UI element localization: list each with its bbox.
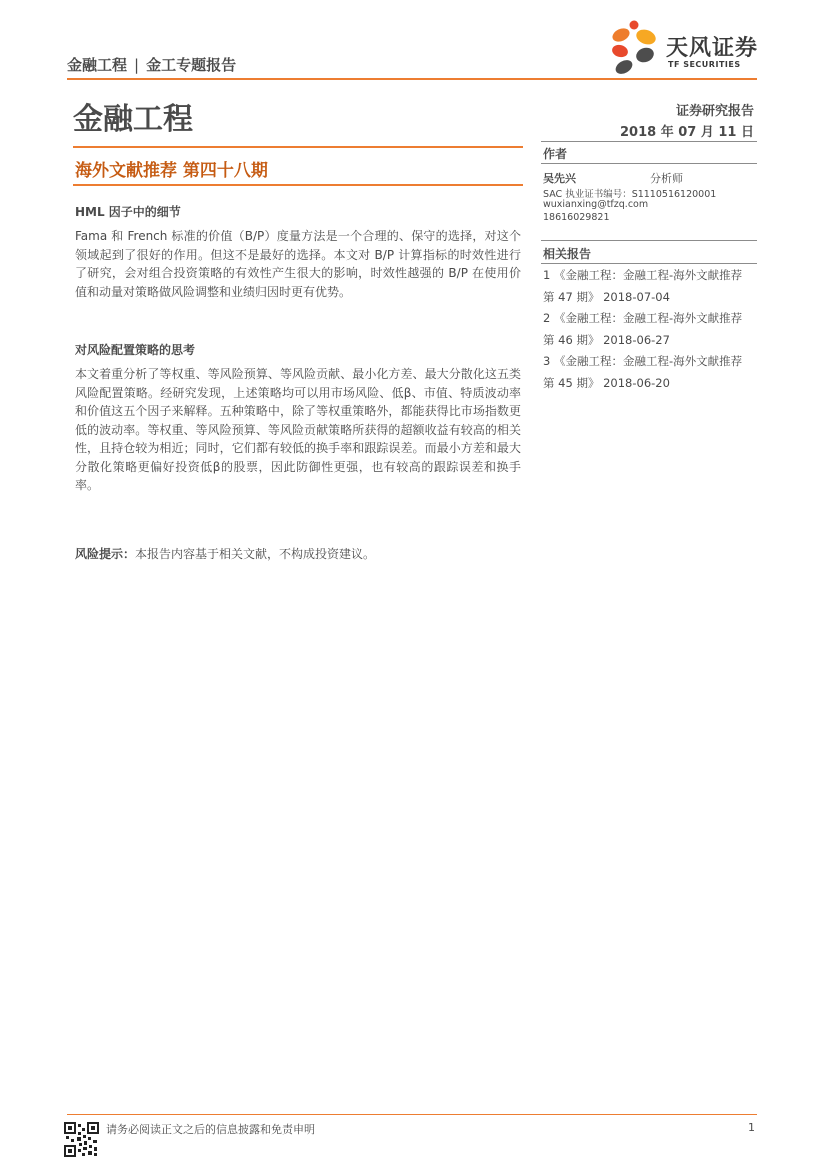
sidebar-rule-top — [541, 141, 757, 142]
tf-securities-logo-icon — [610, 20, 660, 74]
section-body-risk-parity: 本文着重分析了等权重、等风险预算、等风险贡献、最小化方差、最大分散化这五类风险配置策略。经研究发现，上述策略均可以用市场风险、低β、市值、特质波动率和价值这五个因子来解释。五种策略中，除了等权重策略外，都能获得比市场指数更低的波动率。等权重、等风险预算、等风险贡献策略所获得的超额收益有较高的相关性，且持仓较为相近；同时，它们都有较低的换手率和跟踪误差。而最小方差和最大分散化策略更偏好投资低β的股票，因此防御性更强，也有较高的跟踪误差和换手率。 — [75, 367, 521, 492]
author-sac: SAC 执业证书编号：S1110516120001 — [543, 189, 717, 200]
subtitle-rule-bottom — [73, 184, 523, 186]
related-report-1[interactable] — [543, 265, 757, 308]
sidebar-rule-related — [541, 263, 757, 264]
logo-name-cn: 天风证券 — [666, 36, 759, 61]
page-title: 金融工程 — [73, 102, 193, 137]
logo-petal-left — [610, 26, 631, 44]
section-body-hml: Fama 和 French 标准的价值（B/P）度量方法是一个合理的、保守的选择，对这个领域起到了很好的作用。但这不是最好的选择。本文对 B/P 计算指标的时效性进行了研究，会对组合投资策略的有效性产生很大的影响，时效性越强的 B/P 在使用价值和动量对策略做风险调整和业绩归因时更有优势。 — [75, 229, 521, 299]
related-report-3[interactable] — [543, 351, 757, 394]
sidebar-rule-related-top — [541, 240, 757, 241]
footer-divider — [67, 1114, 757, 1115]
page-number: 1 — [748, 1121, 755, 1134]
report-type: 证券研究报告 — [675, 104, 754, 119]
logo-petal-mid-right — [634, 45, 656, 64]
author-role: 分析师 — [650, 172, 683, 185]
logo-petal-right — [634, 27, 658, 47]
author-heading: 作者 — [543, 147, 568, 161]
related-report-date: 2018-06-27 — [603, 332, 670, 347]
author-email[interactable]: wuxianxing@tfzq.com — [543, 199, 649, 210]
sidebar-rule-author — [541, 163, 757, 164]
author-phone: 18616029821 — [543, 212, 610, 223]
related-report-title: 《金融工程：金融工程-海外文献推荐 第 47 期》 — [543, 268, 743, 304]
related-report-no: 3 — [543, 354, 551, 368]
risk-text: 本报告内容基于相关文献，不构成投资建议。 — [135, 547, 376, 561]
header-divider — [67, 78, 757, 80]
report-date: 2018 年 07 月 11 日 — [620, 125, 754, 140]
related-report-title: 《金融工程：金融工程-海外文献推荐 第 46 期》 — [543, 311, 743, 347]
report-subtitle: 海外文献推荐 第四十八期 — [75, 161, 268, 181]
subtitle-rule-top — [73, 146, 523, 148]
logo-petal-mid-left — [611, 43, 630, 59]
related-report-title: 《金融工程：金融工程-海外文献推荐 第 45 期》 — [543, 354, 743, 390]
author-name: 吴先兴 — [543, 172, 576, 185]
footer-disclaimer: 请务必阅读正文之后的信息披露和免责申明 — [106, 1123, 315, 1136]
logo-name-en: TF SECURITIES — [668, 60, 741, 69]
section-heading-risk-parity: 对风险配置策略的思考 — [75, 343, 196, 357]
qr-code-icon — [64, 1122, 99, 1157]
header-subsection: 金工专题报告 — [146, 56, 237, 74]
related-report-no: 1 — [543, 268, 551, 282]
risk-notice — [75, 545, 375, 562]
logo-petal-bottom — [613, 57, 635, 74]
related-report-date: 2018-07-04 — [603, 289, 670, 304]
section-heading-hml: HML 因子中的细节 — [75, 205, 181, 219]
header-breadcrumb — [67, 54, 236, 75]
related-report-date: 2018-06-20 — [603, 375, 670, 390]
header-section: 金融工程 — [67, 56, 128, 74]
related-heading: 相关报告 — [543, 247, 592, 261]
risk-label: 风险提示： — [75, 547, 136, 561]
header-separator: | — [134, 56, 140, 74]
logo-dot-top — [630, 21, 639, 30]
related-report-2[interactable] — [543, 308, 757, 351]
related-report-no: 2 — [543, 311, 551, 325]
